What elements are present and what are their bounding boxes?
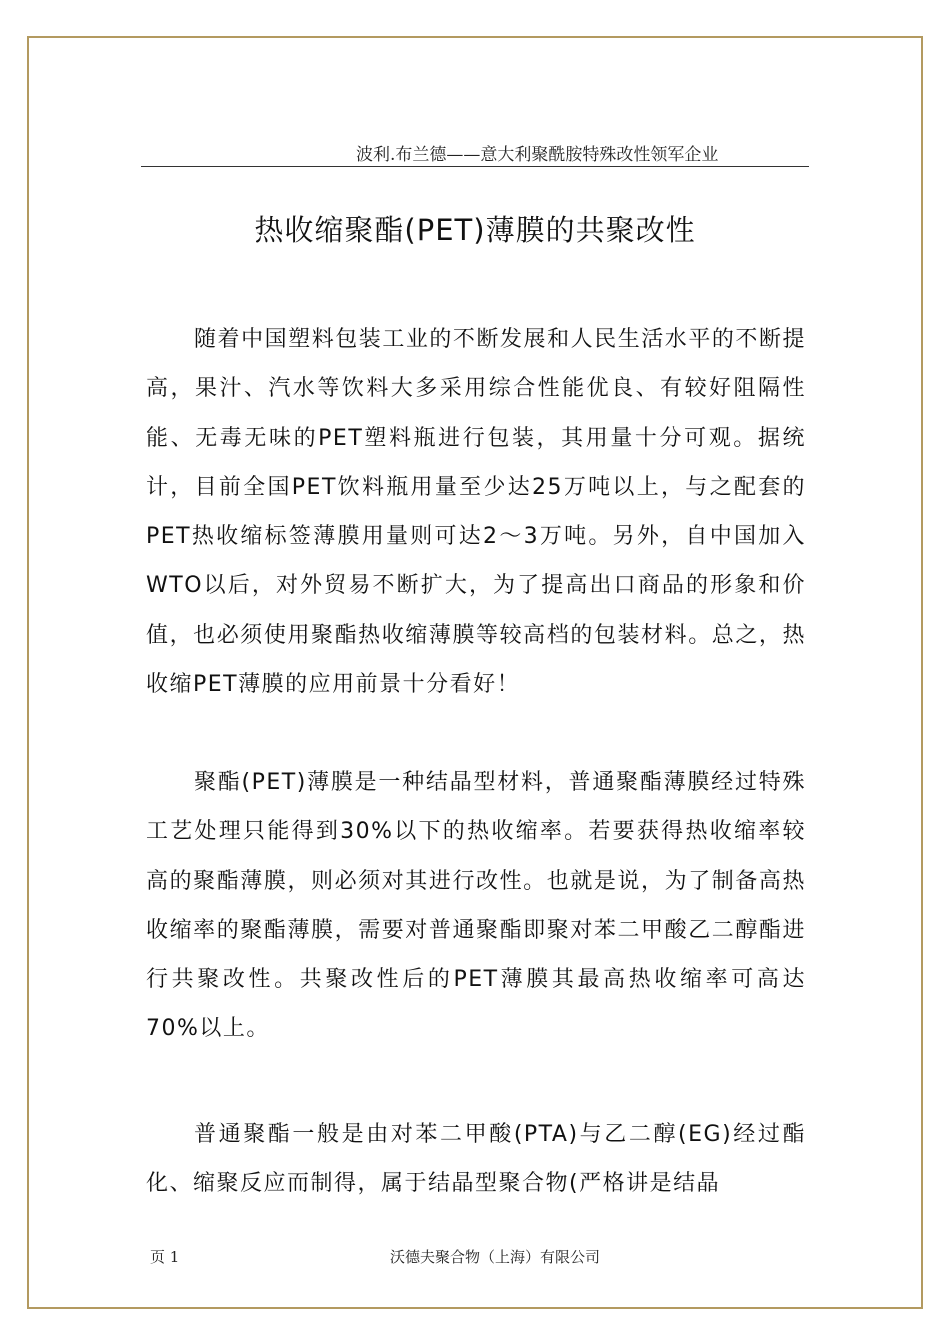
footer-company-name: 沃德夫聚合物（上海）有限公司	[389, 1248, 600, 1266]
document-title: 热收缩聚酯(PET)薄膜的共聚改性	[254, 213, 696, 247]
body-paragraph-3: 普通聚酯一般是由对苯二甲酸(PTA)与乙二醇(EG)经过酯化、缩聚反应而制得，属于结晶型聚合物(严格讲是结晶	[146, 1122, 806, 1197]
body-paragraph-1: 随着中国塑料包装工业的不断发展和人民生活水平的不断提高，果汁、汽水等饮料大多采用综合性能优良、有较好阻隔性能、无毒无味的PET塑料瓶进行包装，其用量十分可观。据统计，目前全国PET饮料瓶用量至少达25万吨以上，与之配套的PET热收缩标签薄膜用量则可达2～3万吨。另外，自中国加入WTO以后，对外贸易不断扩大，为了提高出口商品的形象和价值，也必须使用聚酯热收缩薄膜等较高档的包装材料。总之，热收缩PET薄膜的应用前景十分看好！	[146, 327, 806, 698]
page-header: 波利.布兰德——意大利聚酰胺特殊改性领军企业	[356, 145, 719, 165]
body-paragraph-2: 聚酯(PET)薄膜是一种结晶型材料，普通聚酯薄膜经过特殊工艺处理只能得到30%以下的热收缩率。若要获得热收缩率较高的聚酯薄膜，则必须对其进行改性。也就是说，为了制备高热收缩率的聚酯薄膜，需要对普通聚酯即聚对苯二甲酸乙二醇酯进行共聚改性。共聚改性后的PET薄膜其最高热收缩率可高达70%以上。	[146, 770, 806, 1042]
header-divider	[141, 166, 809, 167]
footer-page-number: 页 1	[150, 1248, 180, 1266]
